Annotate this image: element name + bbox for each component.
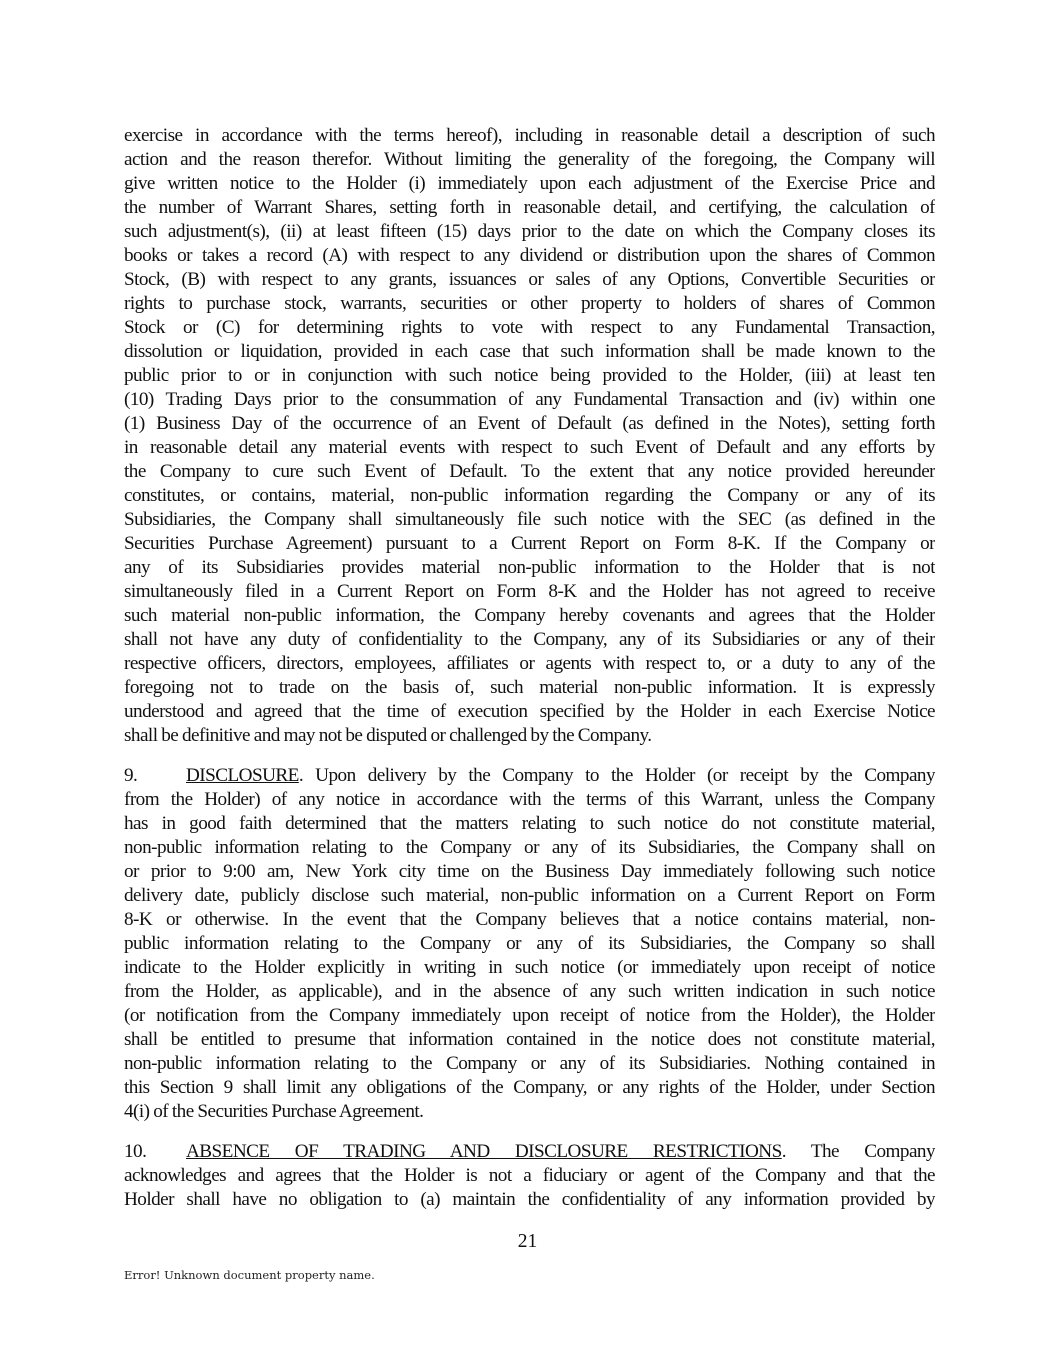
text-line: Subsidiaries, the Company shall simultaneously file such notice with the SEC (as defined in the: [124, 509, 935, 530]
text-line: dissolution or liquidation, provided in each case that such information shall be made known to the: [124, 341, 935, 362]
text-line: shall not have any duty of confidentiality to the Company, any of its Subsidiaries or any of their: [124, 629, 935, 650]
text-line: (10) Trading Days prior to the consummation of any Fundamental Transaction and (iv) within one: [124, 389, 935, 410]
text-line: non-public information relating to the Company or any of its Subsidiaries. Nothing contained in: [124, 1053, 935, 1074]
text-line: the Company to cure such Event of Default. To the extent that any notice provided hereunder: [124, 461, 935, 482]
text-line: or prior to 9:00 am, New York city time on the Business Day immediately following such notice: [124, 861, 935, 882]
text-line: such material non-public information, the Company hereby covenants and agrees that the Holder: [124, 605, 935, 626]
text-line: rights to purchase stock, warrants, securities or other property to holders of shares of Common: [124, 293, 935, 314]
text-line: Holder shall have no obligation to (a) maintain the confidentiality of any information provided by: [124, 1189, 935, 1210]
text-line: exercise in accordance with the terms hereof), including in reasonable detail a description of such: [124, 125, 935, 146]
text-line: non-public information relating to the Company or any of its Subsidiaries, the Company shall on: [124, 837, 935, 858]
text-line: delivery date, publicly disclose such material, non-public information on a Current Report on Form: [124, 885, 935, 906]
text-line: the number of Warrant Shares, setting forth in reasonable detail, and certifying, the calculation of: [124, 197, 935, 218]
text-line: foregoing not to trade on the basis of, such material non-public information. It is expressly: [124, 677, 935, 698]
text-line: give written notice to the Holder (i) immediately upon each adjustment of the Exercise Price and: [124, 173, 935, 194]
section-9-first-line: [124, 764, 935, 788]
section-number: 10.: [124, 1141, 147, 1162]
text-line: (or notification from the Company immediately upon receipt of notice from the Holder), the Holder: [124, 1005, 935, 1026]
text-line: indicate to the Holder explicitly in writing in such notice (or immediately upon receipt of notice: [124, 957, 935, 978]
text-line: has in good faith determined that the matters relating to such notice do not constitute material,: [124, 813, 935, 834]
section-first-line-text: . The Company: [781, 1141, 935, 1162]
text-line: constitutes, or contains, material, non-public information regarding the Company or any of its: [124, 485, 935, 506]
section-number: 9.: [124, 765, 138, 786]
text-line: simultaneously filed in a Current Report on Form 8-K and the Holder has not agreed to receive: [124, 581, 935, 602]
text-line: this Section 9 shall limit any obligations of the Company, or any rights of the Holder, under Section: [124, 1077, 935, 1098]
text-line: (1) Business Day of the occurrence of an Event of Default (as defined in the Notes), setting forth: [124, 413, 935, 434]
footer-text: Error! Unknown document property name.: [124, 1268, 375, 1282]
text-line: from the Holder) of any notice in accordance with the terms of this Warrant, unless the Company: [124, 789, 935, 810]
text-line: Stock, (B) with respect to any grants, issuances or sales of any Options, Convertible Securities or: [124, 269, 935, 290]
text-line: Securities Purchase Agreement) pursuant to a Current Report on Form 8-K. If the Company or: [124, 533, 935, 554]
section-10-first-line: [124, 1140, 935, 1164]
text-line: any of its Subsidiaries provides material non-public information to the Holder that is not: [124, 557, 935, 578]
text-line: 4(i) of the Securities Purchase Agreement.: [124, 1101, 424, 1122]
text-line: respective officers, directors, employees, affiliates or agents with respect to, or a duty to any of the: [124, 653, 935, 674]
text-line: acknowledges and agrees that the Holder is not a fiduciary or agent of the Company and that the: [124, 1165, 935, 1186]
section-heading: ABSENCE OF TRADING AND DISCLOSURE RESTRICTIONS: [186, 1141, 782, 1162]
text-line: in reasonable detail any material events with respect to such Event of Default and any efforts by: [124, 437, 935, 458]
text-line: such adjustment(s), (ii) at least fifteen (15) days prior to the date on which the Company closes its: [124, 221, 935, 242]
text-line: understood and agreed that the time of execution specified by the Holder in each Exercise Notice: [124, 701, 935, 722]
section-10-absence-of-restrictions: [124, 1140, 935, 1212]
text-line: from the Holder, as applicable), and in the absence of any such written indication in such notice: [124, 981, 935, 1002]
text-line: Stock or (C) for determining rights to vote with respect to any Fundamental Transaction,: [124, 317, 935, 338]
text-line: action and the reason therefor. Without limiting the generality of the foregoing, the Company will: [124, 149, 935, 170]
page-number: 21: [517, 1231, 538, 1252]
text-line: public prior to or in conjunction with such notice being provided to the Holder, (iii) at least ten: [124, 365, 935, 386]
text-line: 8-K or otherwise. In the event that the Company believes that a notice contains material, non-: [124, 909, 935, 930]
text-line: shall be entitled to presume that information contained in the notice does not constitute material,: [124, 1029, 935, 1050]
text-line: public information relating to the Company or any of its Subsidiaries, the Company so shall: [124, 933, 935, 954]
paragraph-notices-continuation: [124, 124, 935, 748]
text-line: books or takes a record (A) with respect to any dividend or distribution upon the shares of Common: [124, 245, 935, 266]
text-line: shall be definitive and may not be disputed or challenged by the Company.: [124, 725, 652, 746]
section-heading: DISCLOSURE: [186, 765, 299, 786]
section-9-disclosure: [124, 764, 935, 1124]
section-first-line-text: . Upon delivery by the Company to the Holder (or receipt by the Company: [298, 765, 935, 786]
